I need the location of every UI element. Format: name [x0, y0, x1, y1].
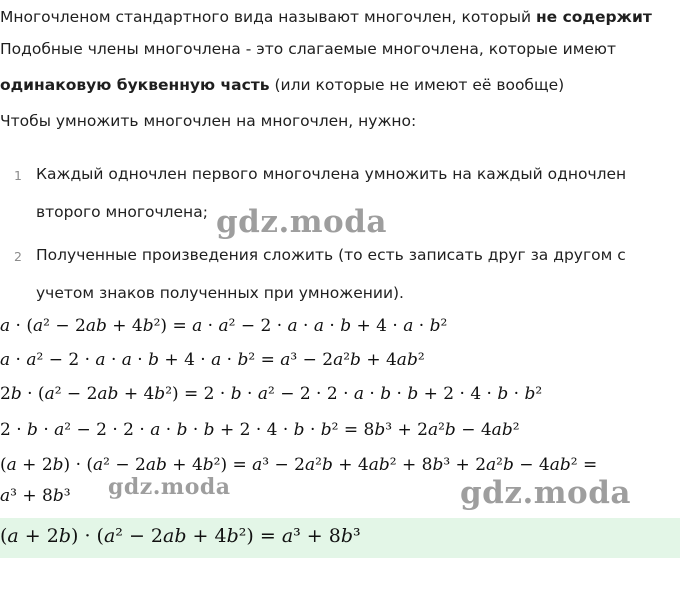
- text-line-4: Чтобы умножить многочлен на многочлен, нужно:: [0, 112, 417, 130]
- formula-line: a · (a² − 2ab + 4b²) = a · a² − 2 · a · a · b + 4 · a · b²: [0, 316, 448, 336]
- list-item-text: Каждый одночлен первого многочлена умножить на каждый одночлен: [36, 165, 627, 183]
- watermark: gdz.moda: [108, 474, 231, 500]
- text-line-3-normal: (или которые не имеют её вообще): [269, 76, 565, 94]
- formula-line: 2b · (a² − 2ab + 4b²) = 2 · b · a² − 2 · 2 · a · b · b + 2 · 4 · b · b²: [0, 384, 543, 404]
- watermark: gdz.moda: [216, 204, 387, 240]
- formula-line: a · a² − 2 · a · a · b + 4 · a · b² = a³ − 2a²b + 4ab²: [0, 350, 425, 370]
- watermark: gdz.moda: [460, 475, 631, 511]
- formula-line: (a + 2b) · (a² − 2ab + 4b²) = a³ − 2a²b + 4ab² + 8b³ + 2a²b − 4ab² =: [0, 455, 598, 475]
- text-line-3: [0, 76, 564, 94]
- list-item-number: 1: [14, 168, 22, 183]
- list-item-text: учетом знаков полученных при умножении).: [36, 284, 404, 302]
- formula-line: 2 · b · a² − 2 · 2 · a · b · b + 2 · 4 · b · b² = 8b³ + 2a²b − 4ab²: [0, 420, 520, 440]
- text-line-1-bold: не содержит: [535, 8, 652, 26]
- list-item-number: 2: [14, 249, 22, 264]
- text-line-1-normal: Многочленом стандартного вида называют многочлен, который: [0, 8, 536, 26]
- answer-formula: (a + 2b) · (a² − 2ab + 4b²) = a³ + 8b³: [0, 525, 361, 547]
- text-line-3-bold: одинаковую буквенную часть: [0, 76, 270, 94]
- formula-line: a³ + 8b³: [0, 486, 71, 506]
- list-item-text: второго многочлена;: [36, 203, 208, 221]
- text-line-1: [0, 8, 652, 26]
- text-line-2: Подобные члены многочлена - это слагаемые многочлена, которые имеют: [0, 40, 616, 58]
- list-item-text: Полученные произведения сложить (то есть записать друг за другом с: [36, 246, 626, 264]
